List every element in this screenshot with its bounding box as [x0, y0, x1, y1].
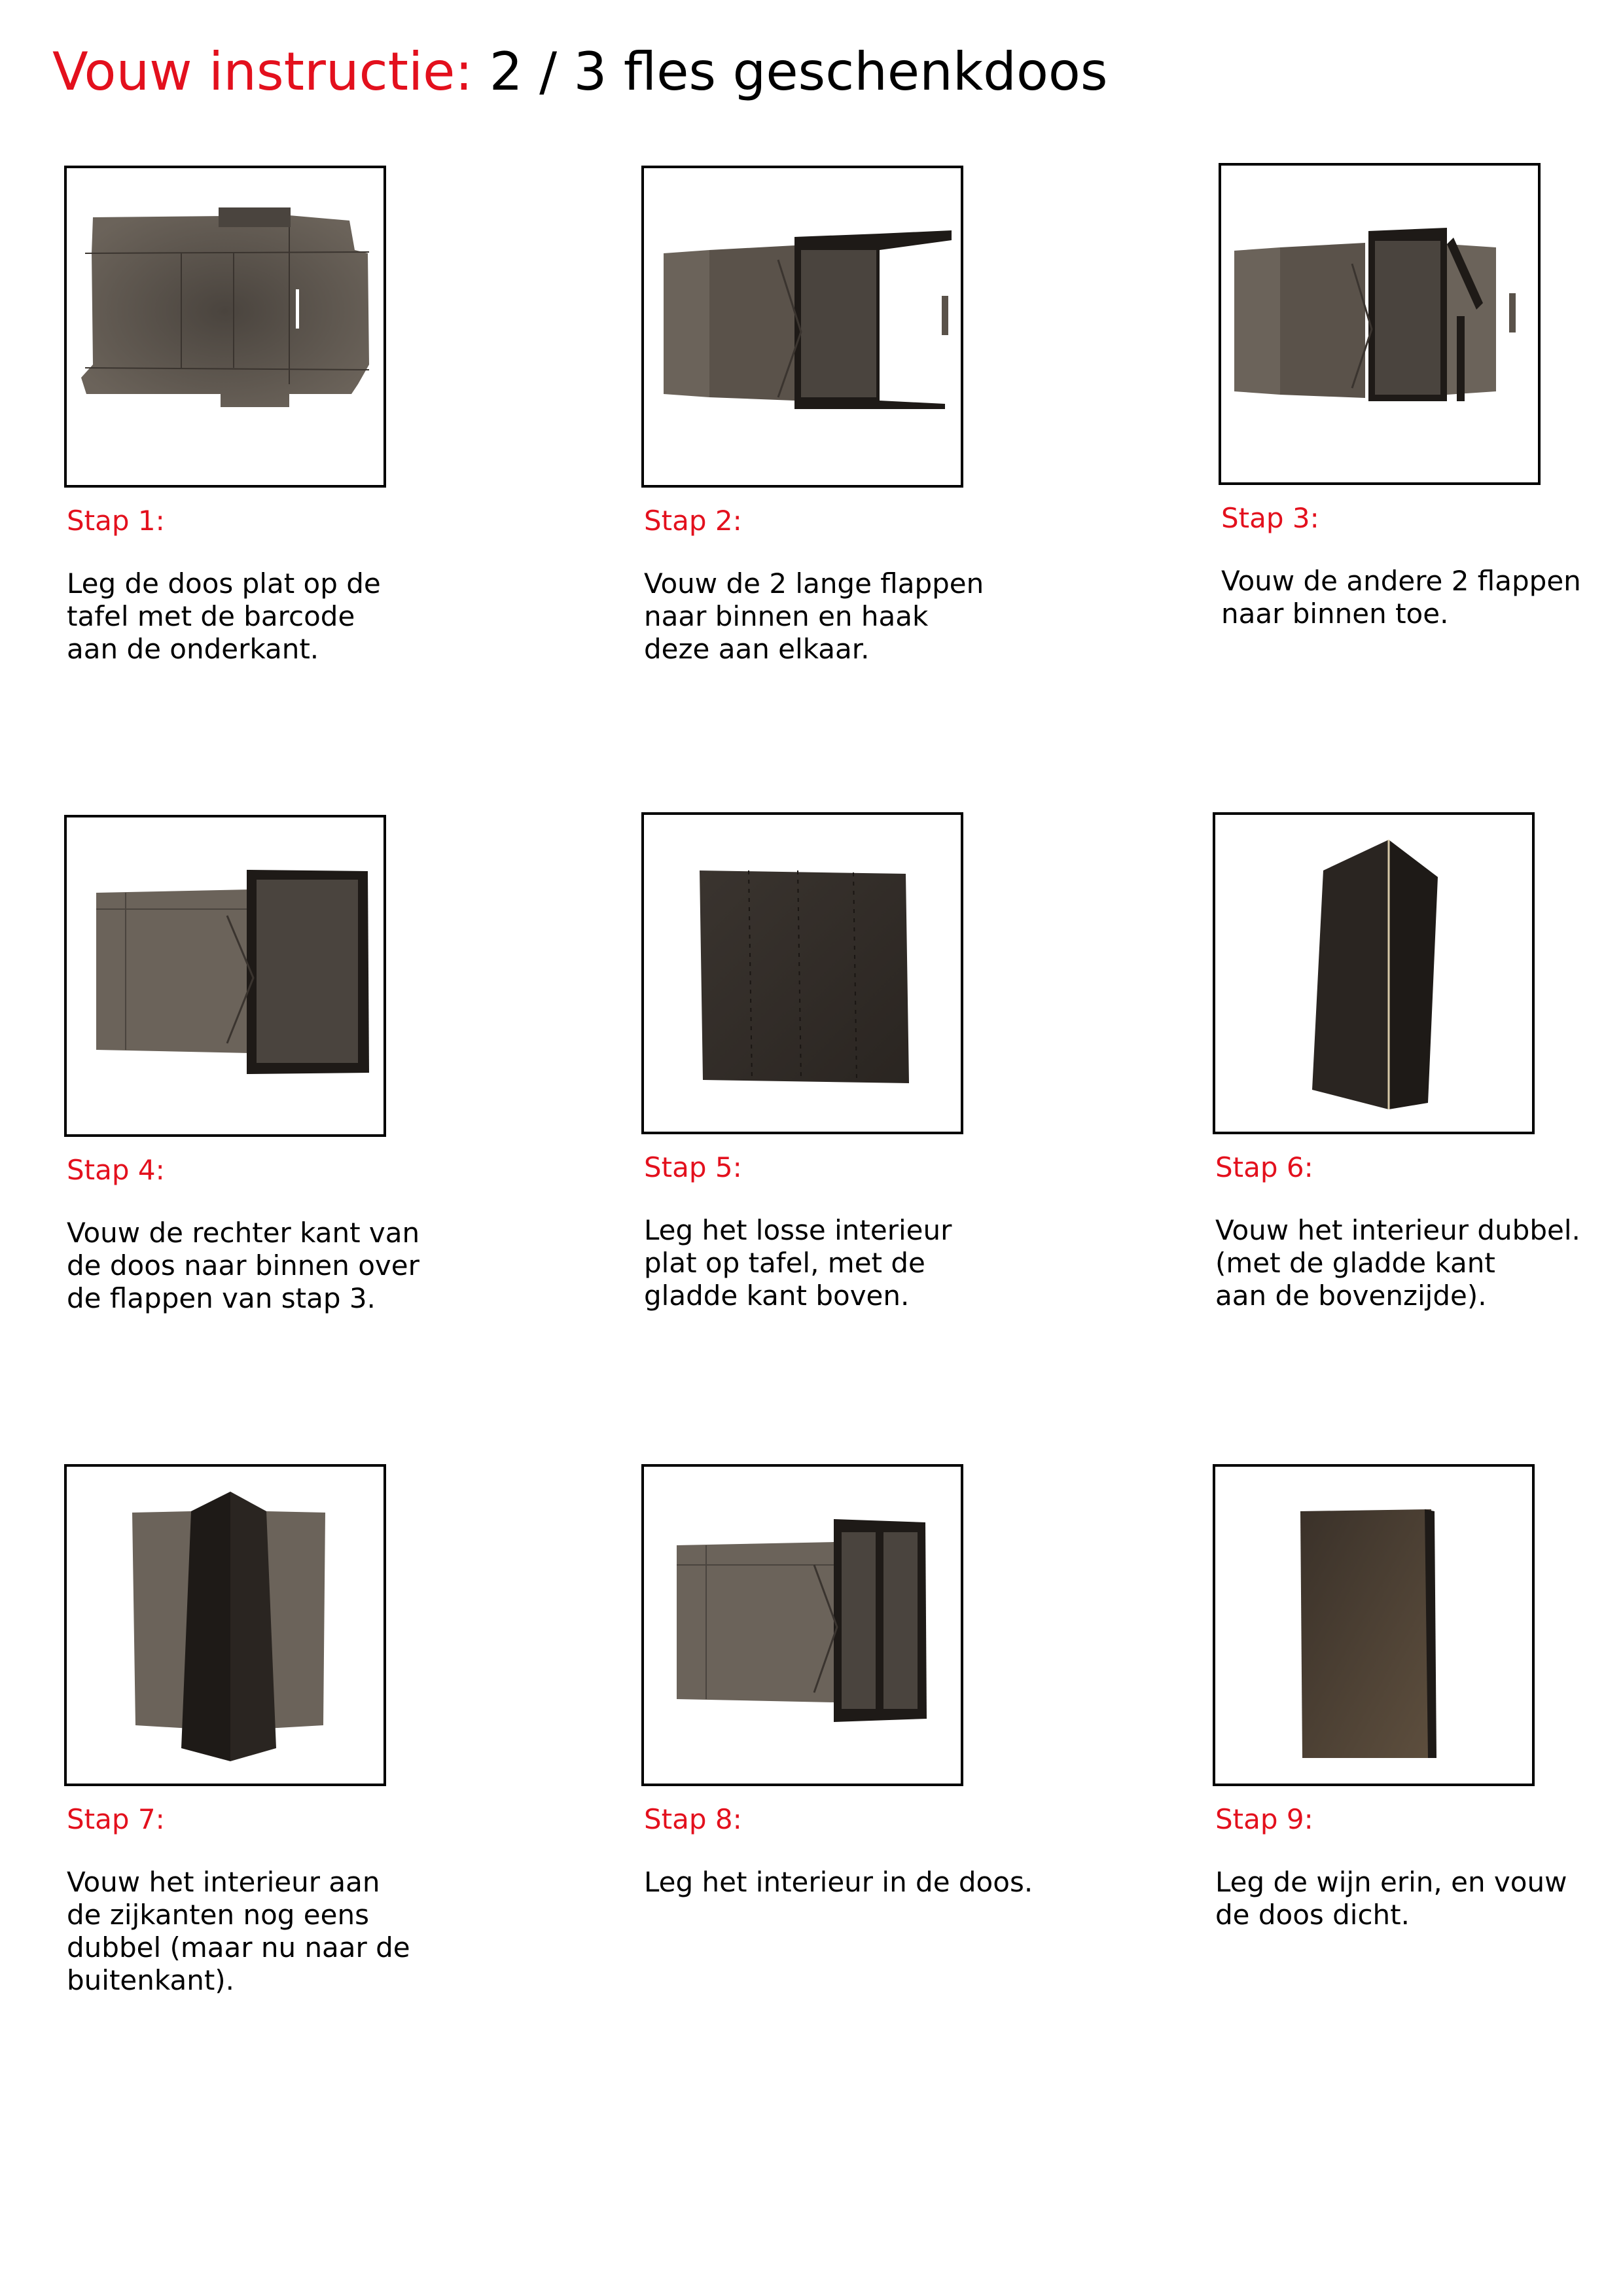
step-8-text: Leg het interieur in de doos.: [644, 1866, 1033, 1898]
other-flaps-folded-photo: [1221, 166, 1538, 482]
interior-folded-double-photo: [1215, 815, 1532, 1132]
step-7-label: Stap 7:: [67, 1803, 165, 1835]
step-5-label: Stap 5:: [644, 1151, 742, 1183]
step-7-photo-frame: [64, 1464, 386, 1786]
step-9-photo-frame: [1213, 1464, 1535, 1786]
step-3-label: Stap 3:: [1221, 502, 1319, 534]
closed-box-photo: [1215, 1467, 1532, 1784]
step-2-text: Vouw de 2 lange flappen naar binnen en haak deze aan elkaar.: [644, 567, 984, 665]
step-9-text: Leg de wijn erin, en vouw de doos dicht.: [1215, 1866, 1567, 1931]
interior-in-box-photo: [644, 1467, 961, 1784]
step-4-photo-frame: [64, 815, 386, 1137]
step-8-label: Stap 8:: [644, 1803, 742, 1835]
step-5-text: Leg het losse interieur plat op tafel, met de gladde kant boven.: [644, 1214, 952, 1312]
step-6-text: Vouw het interieur dubbel. (met de gladde kant aan de bovenzijde).: [1215, 1214, 1580, 1312]
flat-interior-photo: [644, 815, 961, 1132]
step-4-text: Vouw de rechter kant van de doos naar binnen over de flappen van stap 3.: [67, 1217, 420, 1314]
title-label: Vouw instructie:: [52, 41, 473, 102]
step-1-photo-frame: [64, 166, 386, 488]
step-2-photo-frame: [641, 166, 963, 488]
long-flaps-folded-photo: [644, 168, 961, 485]
step-5-photo-frame: [641, 812, 963, 1134]
step-6-photo-frame: [1213, 812, 1535, 1134]
step-2-label: Stap 2:: [644, 505, 742, 537]
step-7-text: Vouw het interieur aan de zijkanten nog eens dubbel (maar nu naar de buitenkant).: [67, 1866, 410, 1996]
step-1-text: Leg de doos plat op de tafel met de barcode aan de onderkant.: [67, 567, 381, 665]
page-title: [52, 41, 1108, 103]
step-3-photo-frame: [1219, 163, 1541, 485]
step-4-label: Stap 4:: [67, 1154, 165, 1186]
step-1-label: Stap 1:: [67, 505, 165, 537]
step-6-label: Stap 6:: [1215, 1151, 1313, 1183]
step-8-photo-frame: [641, 1464, 963, 1786]
step-3-text: Vouw de andere 2 flappen naar binnen toe.: [1221, 565, 1581, 630]
interior-sides-folded-photo: [67, 1467, 383, 1784]
right-side-folded-photo: [67, 817, 383, 1134]
flat-unfolded-box-photo: [67, 168, 383, 485]
title-product: 2 / 3 fles geschenkdoos: [489, 41, 1108, 102]
step-9-label: Stap 9:: [1215, 1803, 1313, 1835]
